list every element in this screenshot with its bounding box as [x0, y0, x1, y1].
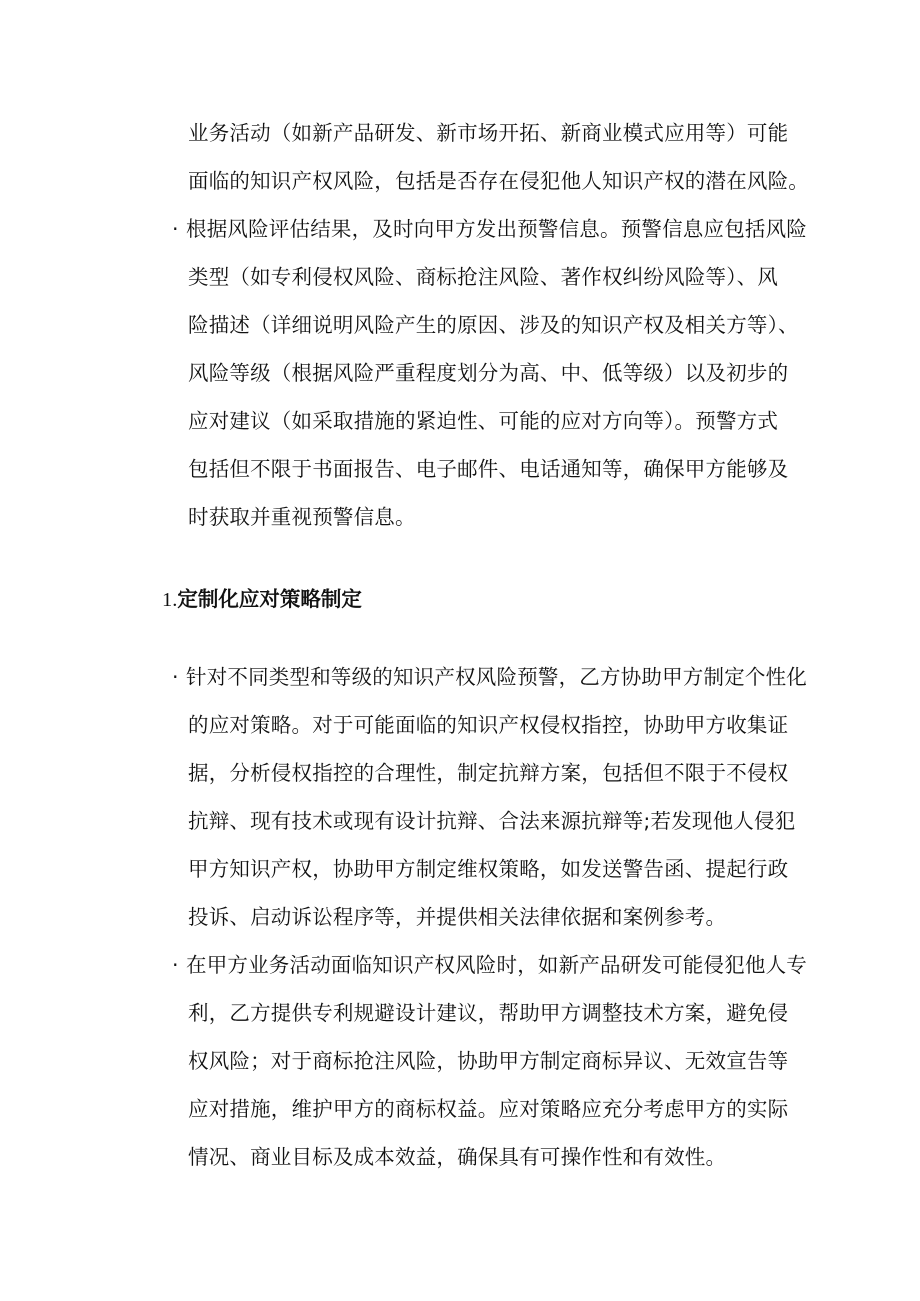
paragraph-line: 利，乙方提供专利规避设计建议，帮助甲方调整技术方案，避免侵 [188, 1001, 789, 1025]
paragraph-line: 权风险；对于商标抢注风险，协助甲方制定商标异议、无效宣告等 [188, 1049, 789, 1073]
paragraph-line: 风险等级（根据风险严重程度划分为高、中、低等级）以及初步的 [188, 361, 789, 385]
paragraph-line: 面临的知识产权风险，包括是否存在侵犯他人知识产权的潜在风险。 [188, 169, 809, 193]
paragraph-line: 类型（如专利侵权风险、商标抢注风险、著作权纠纷风险等）、风 [188, 265, 779, 289]
bullet-dot-icon: · [172, 953, 179, 977]
paragraph-line: 投诉、启动诉讼程序等，并提供相关法律依据和案例参考。 [188, 905, 727, 929]
bullet-dot-icon: · [172, 217, 179, 241]
paragraph-line: 险描述（详细说明风险产生的原因、涉及的知识产权及相关方等）、 [188, 313, 799, 337]
bullet-item-first-line [172, 214, 807, 244]
paragraph-line: 应对措施，维护甲方的商标权益。应对策略应充分考虑甲方的实际 [188, 1097, 789, 1121]
bullet-item-first-line [172, 950, 807, 980]
paragraph-line: 情况、商业目标及成本效益，确保具有可操作性和有效性。 [188, 1145, 727, 1169]
paragraph-line: 应对建议（如采取措施的紧迫性、可能的应对方向等）。预警方式 [188, 409, 779, 433]
paragraph-line: 的应对策略。对于可能面临的知识产权侵权指控，协助甲方收集证 [188, 713, 789, 737]
paragraph-text: 根据风险评估结果，及时向甲方发出预警信息。预警信息应包括风险 [186, 217, 807, 241]
paragraph-line: 业务活动（如新产品研发、新市场开拓、新商业模式应用等）可能 [188, 121, 789, 145]
paragraph-line: 时获取并重视预警信息。 [188, 505, 416, 529]
bullet-dot-icon: · [172, 665, 179, 689]
section-title: 定制化应对策略制定 [177, 587, 362, 611]
bullet-item-first-line [172, 662, 807, 692]
paragraph-line: 抗辩、现有技术或现有设计抗辩、合法来源抗辩等;若发现他人侵犯 [188, 809, 796, 833]
paragraph-text: 针对不同类型和等级的知识产权风险预警，乙方协助甲方制定个性化 [186, 665, 807, 689]
paragraph-line: 甲方知识产权，协助甲方制定维权策略，如发送警告函、提起行政 [188, 857, 789, 881]
paragraph-text: 在甲方业务活动面临知识产权风险时，如新产品研发可能侵犯他人专 [186, 953, 807, 977]
section-number: 1. [162, 589, 178, 611]
paragraph-line: 包括但不限于书面报告、电子邮件、电话通知等，确保甲方能够及 [188, 457, 789, 481]
section-heading [162, 584, 362, 615]
paragraph-line: 据，分析侵权指控的合理性，制定抗辩方案，包括但不限于不侵权 [188, 761, 789, 785]
